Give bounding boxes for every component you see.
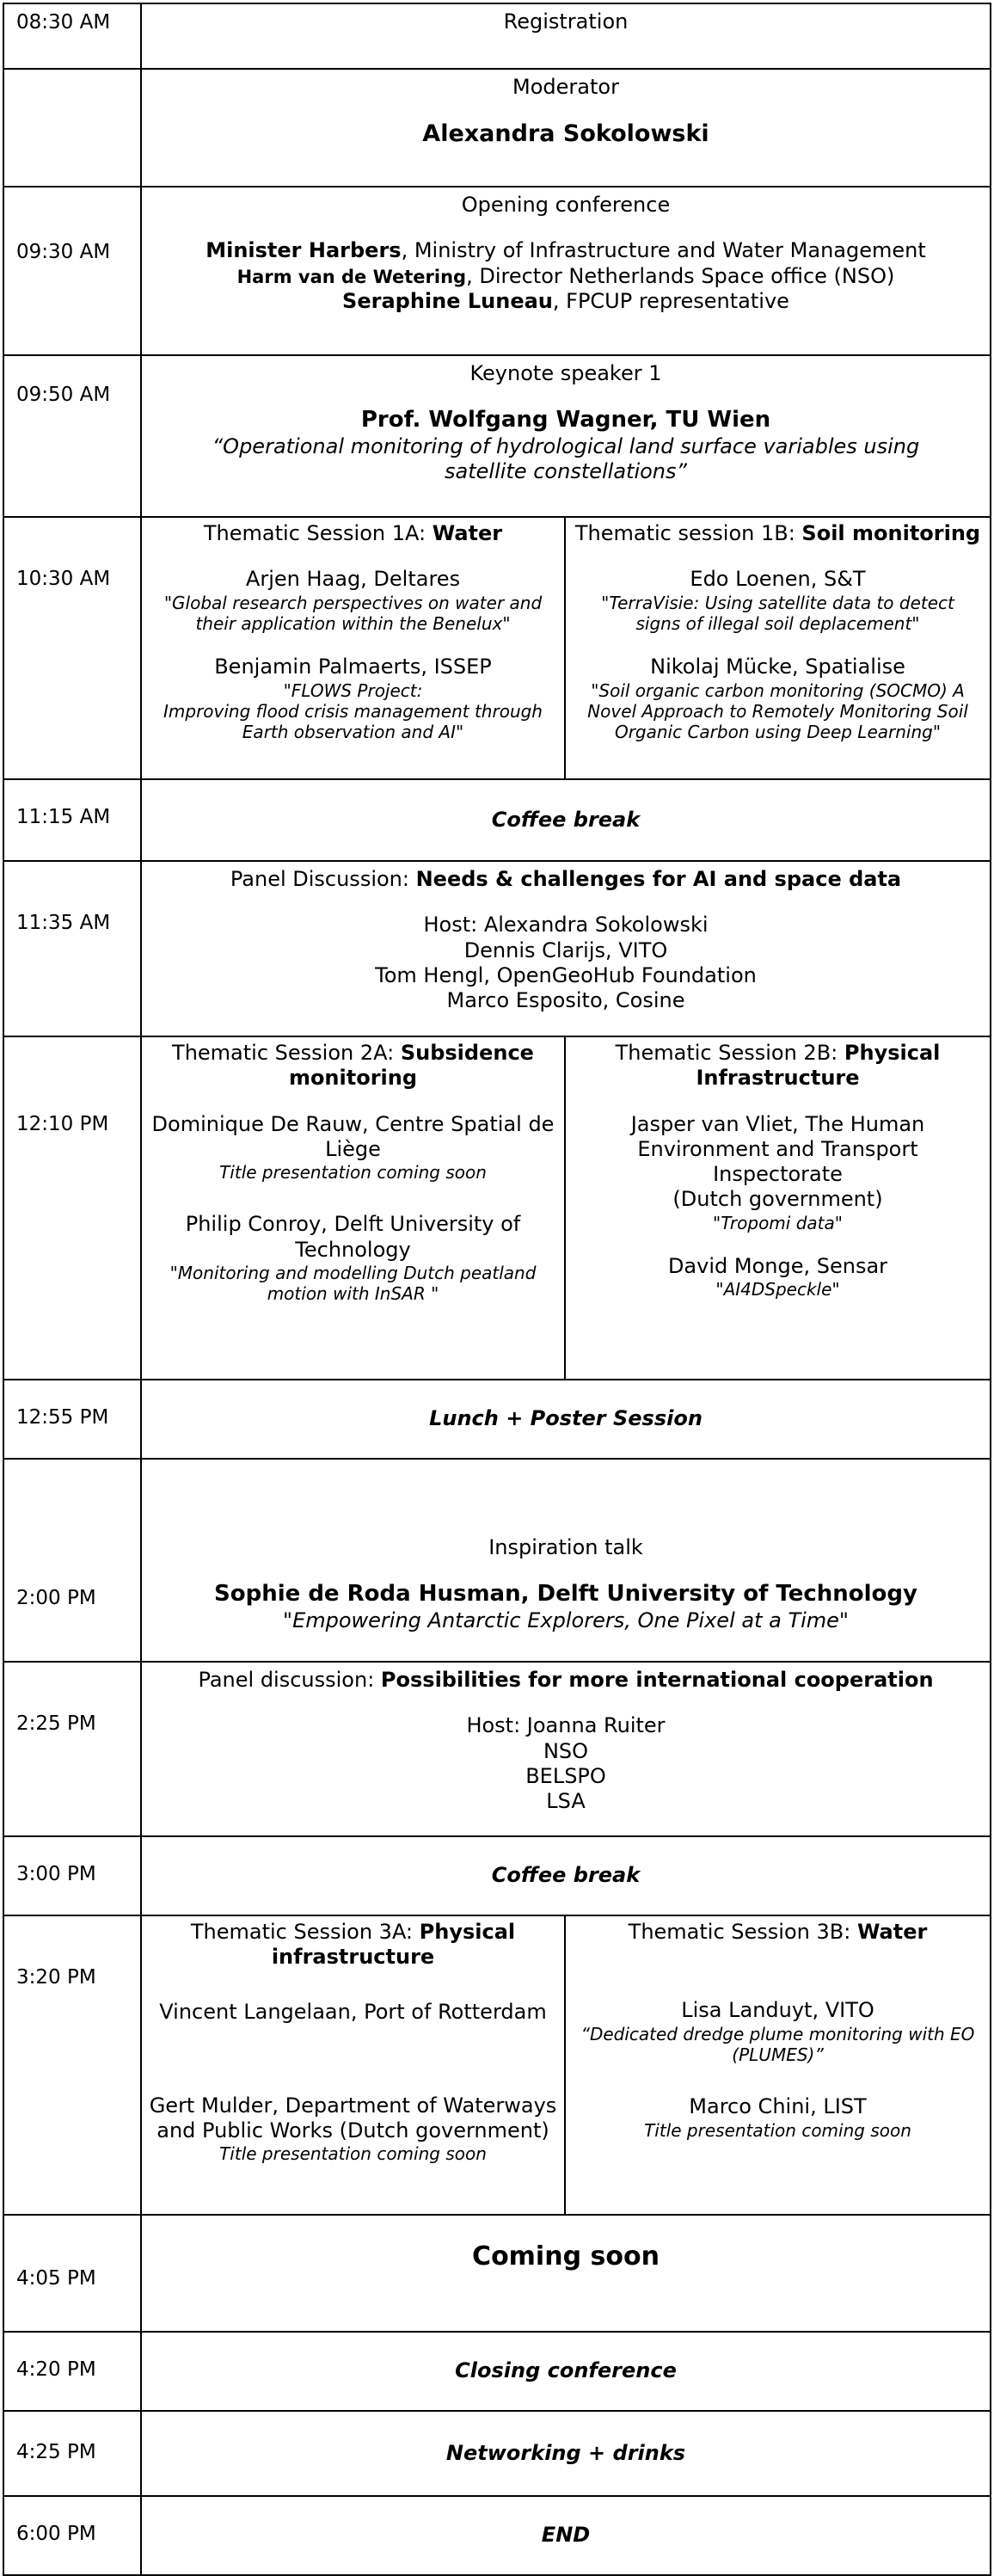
talk-title: their application within the Benelux" — [195, 612, 511, 634]
time-label: 6:00 PM — [16, 2523, 96, 2545]
talk-title: Improving flood crisis management through — [163, 700, 543, 722]
talk-title: Organic Carbon using Deep Learning" — [614, 722, 942, 743]
end-title: END — [541, 2523, 591, 2547]
session-2b — [566, 1037, 990, 1379]
talk-title: "Soil organic carbon monitoring (SOCMO) A — [591, 679, 965, 701]
talk-title: Title presentation coming soon — [219, 2143, 487, 2165]
networking-title: Networking + drinks — [445, 2440, 686, 2465]
keynote-talk-line: satellite constellations” — [445, 459, 687, 484]
row-panel-2 — [3, 1662, 991, 1836]
keynote-title: Keynote speaker 1 — [469, 361, 662, 385]
row-session-3 — [3, 1915, 991, 2215]
session-title-cont: Infrastructure — [696, 1066, 860, 1091]
speaker-name: Lisa Landuyt, VITO — [681, 1998, 874, 2023]
speaker-name: Technology — [295, 1237, 411, 1262]
speaker-name: Vincent Langelaan, Port of Rotterdam — [159, 1999, 547, 2024]
session-title: Thematic session 1B: Soil monitoring — [574, 521, 981, 545]
panel-person: Host: Alexandra Sokolowski — [423, 913, 709, 938]
panel-person: Host: Joanna Ruiter — [466, 1713, 666, 1738]
session-1b — [566, 518, 990, 778]
speaker-name: Benjamin Palmaerts, ISSEP — [214, 655, 492, 679]
talk-title: "Monitoring and modelling Dutch peatland — [169, 1262, 537, 1283]
inspiration-talk: "Empowering Antarctic Explorers, One Pixel at a Time" — [283, 1608, 849, 1632]
session-title: Thematic Session 3B: Water — [628, 1920, 928, 1944]
row-moderator — [3, 69, 991, 187]
keynote-talk-line: “Operational monitoring of hydrological land surface variables using — [212, 433, 920, 458]
session-title: Thematic Session 2A: Subsidence — [172, 1041, 534, 1065]
row-end — [3, 2496, 991, 2575]
speaker-line: Seraphine Luneau, FPCUP representative — [342, 288, 789, 313]
time-label: 4:20 PM — [16, 2358, 96, 2381]
row-keynote — [3, 355, 991, 517]
time-label: 3:00 PM — [16, 1863, 96, 1885]
talk-title: signs of illegal soil deplacement" — [635, 612, 920, 634]
closing-title: Closing conference — [455, 2358, 677, 2382]
session-title: Thematic Session 2B: Physical — [615, 1041, 941, 1065]
session-1a — [142, 518, 566, 778]
time-label: 12:55 PM — [16, 1406, 109, 1429]
row-lunch — [3, 1380, 991, 1459]
talk-title: motion with InSAR " — [267, 1283, 439, 1305]
time-label: 10:30 AM — [16, 568, 111, 590]
time-label: 3:20 PM — [16, 1966, 96, 1989]
panel-title: Panel Discussion: Needs & challenges for AI and space data — [230, 867, 902, 891]
talk-title: “Dedicated dredge plume monitoring with EO — [580, 2023, 975, 2044]
time-label: 2:00 PM — [16, 1587, 96, 1609]
speaker-name: Nikolaj Mücke, Spatialise — [650, 655, 905, 679]
talk-title: Title presentation coming soon — [644, 2119, 911, 2141]
panel-person: LSA — [546, 1789, 586, 1814]
time-label: 12:10 PM — [16, 1113, 109, 1135]
time-label: 4:05 PM — [16, 2267, 96, 2290]
time-label: 4:25 PM — [16, 2441, 96, 2463]
speaker-name: and Public Works (Dutch government) — [156, 2118, 549, 2143]
talk-title: "Global research perspectives on water and — [163, 592, 543, 613]
row-session-2 — [3, 1036, 991, 1380]
row-coffee-break — [3, 1836, 991, 1915]
session-title-cont: infrastructure — [271, 1945, 435, 1970]
talk-title: (PLUMES)” — [732, 2044, 824, 2065]
session-title-cont: monitoring — [288, 1066, 418, 1091]
opening-title: Opening conference — [461, 193, 671, 217]
speaker-name: Environment and Transport Inspectorate — [637, 1136, 918, 1187]
speaker-name: David Monge, Sensar — [667, 1253, 888, 1278]
row-networking — [3, 2411, 991, 2496]
speaker-name: Gert Mulder, Department of Waterways — [149, 2093, 557, 2118]
agenda-table — [3, 3, 991, 2576]
talk-title: "AI4DSpeckle" — [715, 1279, 840, 1300]
row-inspiration — [3, 1459, 991, 1662]
row-closing — [3, 2332, 991, 2411]
talk-title: Title presentation coming soon — [219, 1162, 487, 1183]
session-2a — [142, 1037, 566, 1379]
row-coffee-break — [3, 779, 991, 861]
time-cell: 08:30 AM — [3, 3, 141, 69]
speaker-name: Edo Loenen, S&T — [690, 567, 866, 592]
speaker-line: Minister Harbers, Ministry of Infrastructure and Water Management — [206, 238, 926, 263]
speaker-line: Harm van de Wetering, Director Netherlands Space office (NSO) — [236, 263, 895, 288]
moderator-label: Moderator — [512, 75, 619, 99]
row-session-1 — [3, 517, 991, 779]
coffee-break-title: Coffee break — [491, 807, 641, 832]
session-3b — [566, 1916, 990, 2214]
panel-person: Tom Hengl, OpenGeoHub Foundation — [375, 962, 757, 987]
time-label: 09:50 AM — [16, 384, 111, 406]
session-title: Thematic Session 1A: Water — [203, 521, 503, 545]
panel-person: BELSPO — [525, 1763, 606, 1788]
talk-title: "Tropomi data" — [713, 1212, 843, 1233]
speaker-name: (Dutch government) — [672, 1187, 883, 1212]
speaker-name: Liège — [325, 1136, 381, 1161]
talk-title: Earth observation and AI" — [242, 722, 464, 743]
speaker-name: Marco Chini, LIST — [689, 2094, 867, 2119]
panel-person: NSO — [543, 1738, 589, 1763]
time-label: 2:25 PM — [16, 1712, 96, 1735]
speaker-name: Jasper van Vliet, The Human — [630, 1111, 925, 1136]
talk-title: "TerraVisie: Using satellite data to detect — [601, 592, 954, 613]
panel-person: Marco Esposito, Cosine — [446, 988, 685, 1013]
row-registration — [3, 3, 991, 69]
coffee-break-title: Coffee break — [491, 1863, 641, 1887]
panel-person: Dennis Clarijs, VITO — [463, 938, 668, 962]
panel-title: Panel discussion: Possibilities for more international cooperation — [198, 1668, 934, 1692]
row-opening — [3, 187, 991, 355]
keynote-speaker: Prof. Wolfgang Wagner, TU Wien — [360, 407, 771, 433]
lunch-title: Lunch + Poster Session — [429, 1406, 703, 1430]
time-label: 09:30 AM — [16, 241, 111, 263]
moderator-name: Alexandra Sokolowski — [422, 120, 709, 148]
talk-title: Novel Approach to Remotely Monitoring Soil — [587, 700, 968, 722]
speaker-name: Arjen Haag, Deltares — [245, 567, 461, 592]
talk-title: "FLOWS Project: — [283, 679, 423, 701]
inspiration-title: Inspiration talk — [488, 1535, 643, 1559]
registration-title: Registration — [503, 9, 629, 34]
time-label: 11:15 AM — [16, 806, 111, 828]
speaker-name: Dominique De Rauw, Centre Spatial de — [151, 1111, 555, 1136]
time-label: 11:35 AM — [16, 912, 111, 934]
row-panel-1 — [3, 861, 991, 1036]
coming-soon-title: Coming soon — [472, 2241, 660, 2272]
speaker-name: Philip Conroy, Delft University of — [185, 1212, 521, 1237]
time-cell — [3, 69, 141, 187]
session-title: Thematic Session 3A: Physical — [190, 1920, 516, 1944]
session-3a — [142, 1916, 566, 2214]
row-coming-soon — [3, 2215, 991, 2332]
inspiration-speaker: Sophie de Roda Husman, Delft University of Technology — [214, 1581, 917, 1608]
